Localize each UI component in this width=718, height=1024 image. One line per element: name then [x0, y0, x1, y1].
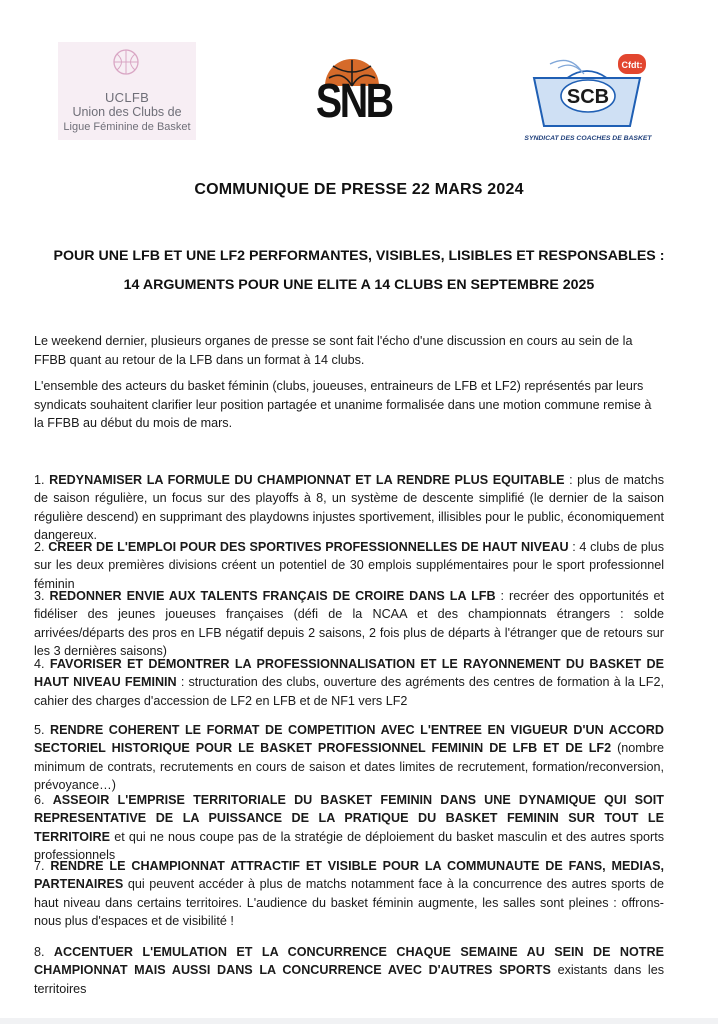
item-heading: FAVORISER ET DEMONTRER LA PROFESSIONNALISATION ET LE RAYONNEMENT DU BASKET DE HAUT NIVEAU FEMININ — [34, 657, 664, 690]
item-text: : 4 clubs de plus sur les deux premières divisions créent un potentiel de 30 emplois supplémentaires pour le sport professionnel féminin — [34, 540, 664, 591]
item-number: 4. — [34, 657, 45, 671]
item-number: 2. — [34, 540, 45, 554]
scb-wordmark: SCB — [566, 86, 610, 108]
uclfb-acronym: UCLFB — [104, 90, 150, 105]
page-bottom-edge — [0, 1018, 718, 1024]
item-heading: RENDRE COHERENT LE FORMAT DE COMPETITION AVEC L'ENTREE EN VIGUEUR D'UN ACCORD SECTORIEL HISTORIQUE POUR LE BASKET PROFESSIONNEL FEMININ DE LFB ET DE LF2 — [34, 723, 664, 756]
item-number: 6. — [34, 793, 45, 807]
argument-item-6 — [34, 791, 664, 864]
item-heading: ASSEOIR L'EMPRISE TERRITORIALE DU BASKET FEMININ DANS UNE DYNAMIQUE QUI SOIT REPRESENTATIVE DE LA PUISSANCE DE LA PRATIQUE DU BASKET FEMININ SUR TOUT LE TERRITOIRE — [34, 793, 664, 844]
uclfb-name-line2: Ligue Féminine de Basket — [63, 121, 191, 133]
press-release-title: COMMUNIQUE DE PRESSE 22 MARS 2024 — [194, 181, 524, 198]
item-text: et qui ne nous coupe pas de la stratégie de déploiement du basket masculin et des autres sports professionnels — [34, 829, 664, 862]
item-text: qui peuvent accéder à plus de matchs notamment face à la concurrence des autres sports de haut niveau dans certains territoires. L'audience du basket féminin augmente, les salles sont pleines : offrons-nous plus d'espaces et de visibilité ! — [34, 877, 664, 928]
subtitle-line-2: 14 ARGUMENTS POUR UNE ELITE A 14 CLUBS EN SEPTEMBRE 2025 — [123, 277, 595, 293]
item-text: : recréer des opportunités et fidéliser des jeunes joueuses françaises (défi de la NCAA et des championnats étrangers : solde arrivées/départs des pros en LFB négatif depuis 2 saisons, 2 fois plus de départs à l'étranger que de retours sur les 3 dernières saisons) — [34, 589, 664, 658]
basketball-outline-icon — [112, 48, 140, 76]
argument-item-4 — [34, 655, 664, 710]
item-text: existants dans les territoires — [34, 963, 664, 996]
item-number: 8. — [34, 945, 45, 959]
item-text: : plus de matchs de saison régulière, un focus sur des playoffs à 8, un système de descente simplifié (le dernier de la saison régulière descend) en supprimant des playdowns injustes sportivement, illisibles pour le public, économiquement dangereux. — [34, 473, 665, 542]
argument-item-1 — [34, 471, 664, 544]
argument-item-3 — [34, 587, 664, 660]
argument-item-2 — [34, 538, 664, 593]
cfdt-badge: Cfdt: — [621, 60, 643, 70]
item-number: 7. — [34, 859, 45, 873]
uclfb-name-line: Union des Clubs de — [72, 105, 182, 119]
scb-tagline: SYNDICAT DES COACHES DE BASKET — [524, 135, 652, 142]
argument-item-7 — [34, 857, 664, 930]
argument-item-8 — [34, 943, 664, 998]
item-number: 1. — [34, 473, 45, 487]
argument-item-5 — [34, 721, 664, 794]
item-heading: CREER DE L'EMPLOI POUR DES SPORTIVES PROFESSIONNELLES DE HAUT NIVEAU — [48, 540, 569, 554]
item-text: (nombre minimum de contrats, recrutements en cours de saison et dates limites de recrutement, formation/reconversion, prévoyance…) — [34, 741, 664, 792]
intro-paragraph-2: L'ensemble des acteurs du basket féminin (clubs, joueuses, entraineurs de LFB et LF2) représentés par leurs syndicats souhaitent clarifier leur position partagée et unanime formalisée dans une motion commune remise à la FFBB au début du mois de mars. — [34, 379, 652, 431]
item-heading: REDYNAMISER LA FORMULE DU CHAMPIONNAT ET LA RENDRE PLUS EQUITABLE — [49, 473, 565, 487]
uclfb-logo — [58, 42, 196, 140]
uclfb-text-block — [58, 90, 196, 135]
item-number: 5. — [34, 723, 45, 737]
intro-paragraph-1: Le weekend dernier, plusieurs organes de presse se sont fait l'écho d'une discussion en cours au sein de la FFBB quant au retour de la LFB dans un format à 14 clubs. — [34, 334, 633, 367]
snb-wordmark: SNB — [315, 75, 392, 128]
subtitle-line-1: POUR UNE LFB ET UNE LF2 PERFORMANTES, VISIBLES, LISIBLES ET RESPONSABLES : — [53, 248, 665, 264]
item-text: : structuration des clubs, ouverture des agréments des centres de formation à la LF2, cahier des charges d'accession de LF2 en LFB et de NF1 vers LF2 — [34, 675, 664, 708]
item-heading: ACCENTUER L'EMULATION ET LA CONCURRENCE CHAQUE SEMAINE AU SEIN DE NOTRE CHAMPIONNAT MAIS AUSSI DANS LA CONCURRENCE AVEC D'AUTRES SPORTS — [34, 945, 664, 978]
scb-logo — [522, 50, 652, 146]
item-number: 3. — [34, 589, 45, 603]
item-heading: RENDRE LE CHAMPIONNAT ATTRACTIF ET VISIBLE POUR LA COMMUNAUTE DE FANS, MEDIAS, PARTENAIRES — [34, 859, 664, 892]
snb-logo — [308, 52, 396, 138]
item-heading: REDONNER ENVIE AUX TALENTS FRANÇAIS DE CROIRE DANS LA LFB — [49, 589, 496, 603]
